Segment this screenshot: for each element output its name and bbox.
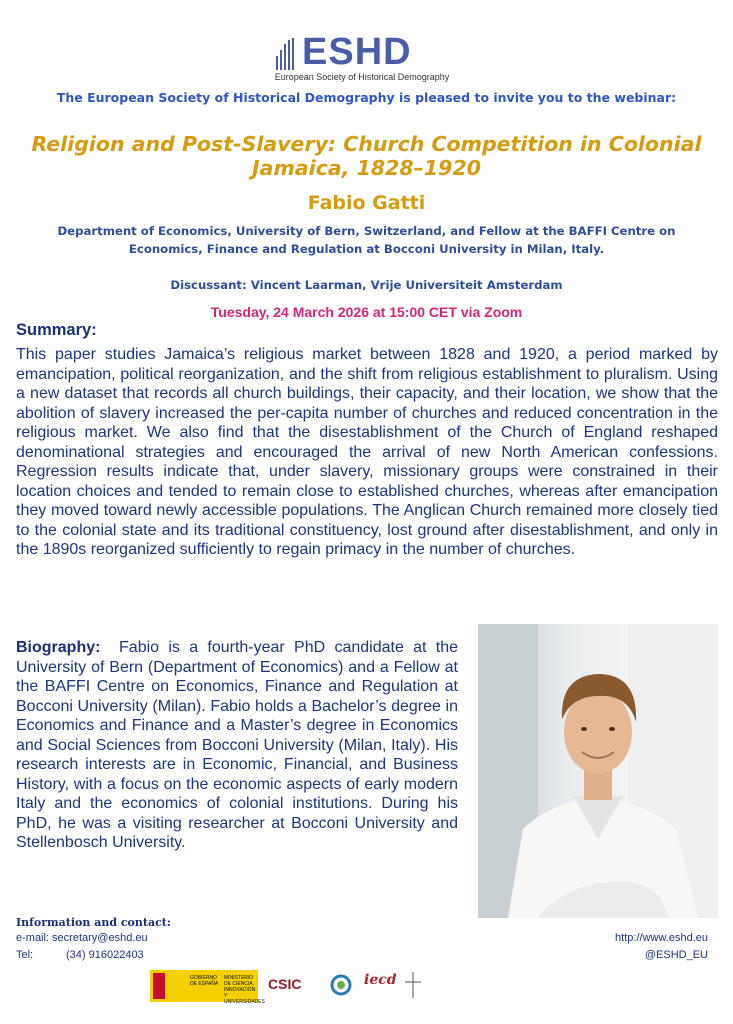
speaker-name: Fabio Gatti [307, 192, 426, 214]
invitation-line: The European Society of Historical Demography is pleased to invite you to the webinar: [56, 90, 677, 105]
event-date: Tuesday, 24 March 2026 at 15:00 CET via Zoom [210, 304, 523, 320]
logo-text: ESHD [302, 31, 412, 73]
speaker-affiliation: Department of Economics, University of Bern, Switzerland, and Fellow at the BAFFI Centre on Economics, Finance and Regulation at Bocconi University in Milan, Italy. [57, 224, 676, 256]
contact-tel: (34) 916022403 [66, 949, 144, 961]
website-link[interactable]: http://www.eshd.eu [615, 932, 708, 944]
logo-subtitle: European Society of Historical Demography [274, 72, 450, 82]
biography [16, 638, 458, 853]
csic-logo: CSIC [268, 976, 302, 992]
eshd-logo [276, 30, 456, 85]
speaker-photo [478, 624, 718, 918]
sponsor-logos [150, 968, 440, 1008]
spanish-government-logo [150, 970, 265, 1005]
summary-heading: Summary: [16, 321, 97, 339]
summary-text: This paper studies Jamaica’s religious market between 1828 and 1920, a period marked by emancipation, political reorganization, and the shift from religious establishment to pluralism. Using a new dataset that records all church buildings, their capacity, and their location, we show that the abolition of slavery increased the per-capita number of churches and reduced concentration in the religious market. We also find that the disestablishment of the Church of England reshaped denominational strategies and encouraged the arrival of new North American confessions. Regression results indicate that, under slavery, missionary groups were constrained in their location choices and tended to remain close to established churches, whereas after emancipation they moved toward newly accessible populations. The Anglican Church remained more closely tied to the colonial state and its traditional constituency, lost ground after disestablishment, and only in the 1890s reorganized sufficiently to regain primacy in the number of churches. [16, 346, 718, 558]
ministry-line2: MINISTERIO DE CIENCIA, INNOVACIÓN Y UNIVERSIDADES [224, 975, 265, 1005]
discussant: Discussant: Vincent Laarman, Vrije Universiteit Amsterdam [170, 278, 563, 292]
iecd-logo: iecd [364, 972, 397, 988]
contact-tel-label: Tel: [16, 949, 34, 961]
biography-heading: Biography: [16, 639, 101, 656]
cross-logo-icon [402, 970, 424, 1000]
logo-bars-icon [276, 38, 298, 70]
contact-email[interactable]: e-mail: secretary@eshd.eu [16, 932, 148, 944]
twitter-handle[interactable]: @ESHD_EU [644, 949, 708, 961]
circle-logo-icon [330, 974, 352, 996]
webinar-title: Religion and Post-Slavery: Church Competition in Colonial Jamaica, 1828–1920 [31, 132, 702, 180]
ministry-line1: GOBIERNO DE ESPAÑA [190, 975, 219, 987]
biography-text: Fabio is a fourth-year PhD candidate at the University of Bern (Department of Economics) and a Fellow at the BAFFI Centre on Economics, Finance and Regulation at Bocconi University (Milan). Fabio holds a Bachelor’s degree in Economics and Finance and a Master’s degree in Economics and Social Sciences from Bocconi University (Milan, Italy). His research interests are in Economic, Financial, and Business History, with a focus on the economic aspects of early modern Italy and the economics of colonial institutions. During his PhD, he was a visiting researcher at Bocconi University and Stellenbosch University. [16, 639, 458, 851]
contact-heading: Information and contact: [16, 916, 171, 929]
shield-icon [153, 973, 165, 999]
